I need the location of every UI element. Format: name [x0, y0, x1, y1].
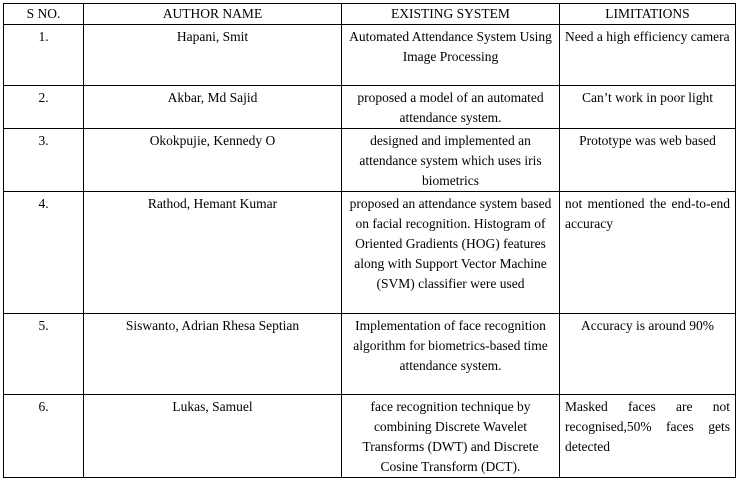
- row-sno: 5.: [4, 314, 84, 395]
- row-sno: 4.: [4, 192, 84, 314]
- table-row: [4, 395, 736, 478]
- row-sno: 3.: [4, 129, 84, 192]
- header-row: [4, 4, 736, 25]
- row-existing-system: face recognition technique by combining Discrete Wavelet Transforms (DWT) and Discrete Cosine Transform (DCT).: [342, 395, 560, 478]
- table-row: [4, 25, 736, 86]
- table-row: [4, 86, 736, 129]
- row-author: Akbar, Md Sajid: [84, 86, 342, 129]
- row-author: Siswanto, Adrian Rhesa Septian: [84, 314, 342, 395]
- header-limitations: LIMITATIONS: [560, 4, 736, 25]
- row-limitations: Prototype was web based: [560, 129, 736, 192]
- row-author: Okokpujie, Kennedy O: [84, 129, 342, 192]
- header-existing-system: EXISTING SYSTEM: [342, 4, 560, 25]
- row-existing-system: proposed an attendance system based on facial recognition. Histogram of Oriented Gradients (HOG) features along with Support Vector Machine (SVM) classifier were used: [342, 192, 560, 314]
- row-author: Lukas, Samuel: [84, 395, 342, 478]
- row-sno: 6.: [4, 395, 84, 478]
- row-existing-system: proposed a model of an automated attendance system.: [342, 86, 560, 129]
- table-row: [4, 129, 736, 192]
- table-row: [4, 314, 736, 395]
- row-limitations: not mentioned the end-to-end accuracy: [560, 192, 736, 314]
- row-sno: 1.: [4, 25, 84, 86]
- row-limitations: Can’t work in poor light: [560, 86, 736, 129]
- table-row: [4, 192, 736, 314]
- row-sno: 2.: [4, 86, 84, 129]
- row-existing-system: Automated Attendance System Using Image Processing: [342, 25, 560, 86]
- row-author: Hapani, Smit: [84, 25, 342, 86]
- row-existing-system: designed and implemented an attendance system which uses iris biometrics: [342, 129, 560, 192]
- header-author-name: AUTHOR NAME: [84, 4, 342, 25]
- row-limitations: Masked faces are not recognised,50% faces gets detected: [560, 395, 736, 478]
- literature-survey-table: [3, 3, 736, 478]
- row-limitations: Accuracy is around 90%: [560, 314, 736, 395]
- header-sno: S NO.: [4, 4, 84, 25]
- row-existing-system: Implementation of face recognition algorithm for biometrics-based time attendance system.: [342, 314, 560, 395]
- row-limitations: Need a high efficiency camera: [560, 25, 736, 86]
- row-author: Rathod, Hemant Kumar: [84, 192, 342, 314]
